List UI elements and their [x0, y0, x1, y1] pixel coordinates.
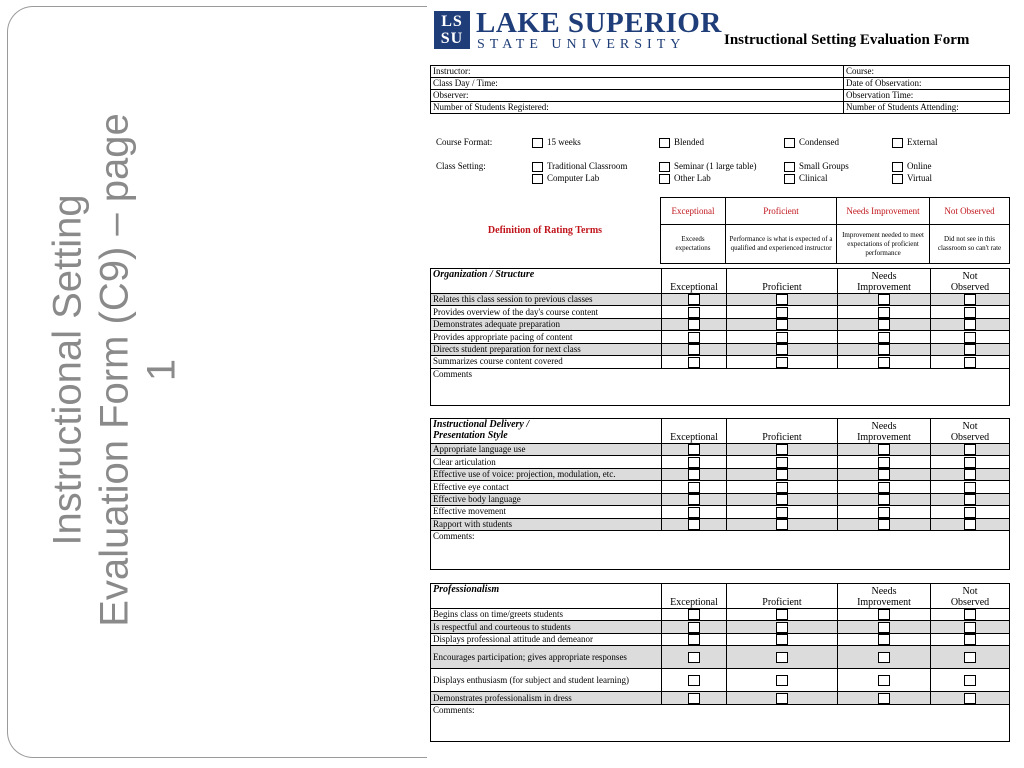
logo-text-top: LS	[441, 13, 463, 30]
column-exceptional: Exceptional	[662, 419, 727, 444]
table-row	[431, 621, 1010, 633]
setting-option-other-lab[interactable]	[659, 173, 711, 184]
rating-checkbox[interactable]	[776, 344, 788, 355]
rating-checkbox[interactable]	[776, 693, 788, 704]
column-not-observed: Not Observed	[931, 584, 1010, 609]
setting-option-seminar[interactable]	[659, 161, 757, 172]
format-option-external[interactable]	[892, 137, 938, 148]
column-proficient: Proficient	[727, 419, 838, 444]
table-row	[431, 306, 1010, 318]
rating-checkbox[interactable]	[688, 482, 700, 493]
option-label: Clinical	[799, 173, 828, 183]
rating-checkbox[interactable]	[878, 482, 890, 493]
rating-checkbox[interactable]	[688, 494, 700, 505]
rating-checkbox[interactable]	[878, 634, 890, 645]
rating-checkbox[interactable]	[964, 693, 976, 704]
rating-checkbox[interactable]	[964, 634, 976, 645]
rating-checkbox[interactable]	[776, 307, 788, 318]
evaluation-form	[424, 7, 1010, 761]
option-label: Blended	[674, 137, 704, 147]
rating-checkbox[interactable]	[688, 319, 700, 330]
criterion-label: Provides appropriate pacing of content	[431, 331, 662, 343]
table-row	[431, 506, 1010, 518]
checkbox[interactable]	[659, 138, 670, 148]
instructor-field[interactable]: Instructor:	[431, 66, 844, 78]
rating-checkbox[interactable]	[964, 519, 976, 530]
checkbox[interactable]	[532, 174, 543, 184]
term-proficient: Proficient	[726, 198, 837, 225]
observer-field[interactable]: Observer:	[431, 90, 844, 102]
table-row	[431, 343, 1010, 355]
criterion-label: Encourages participation; gives appropriate responses	[431, 646, 662, 669]
definition-exceptional: Exceeds expectations	[661, 225, 726, 264]
table-row	[431, 481, 1010, 493]
table-row	[431, 331, 1010, 343]
checkbox[interactable]	[892, 174, 903, 184]
table-row	[431, 518, 1010, 530]
definition-proficient: Performance is what is expected of a qualified and experienced instructor	[726, 225, 837, 264]
rating-checkbox[interactable]	[964, 457, 976, 468]
comments-field[interactable]: Comments:	[431, 704, 1010, 741]
rating-checkbox[interactable]	[964, 332, 976, 343]
column-not-observed: Not Observed	[931, 269, 1010, 294]
term-exceptional: Exceptional	[661, 198, 726, 225]
criterion-label: Appropriate language use	[431, 444, 662, 456]
rating-checkbox[interactable]	[688, 294, 700, 305]
rating-checkbox[interactable]	[688, 634, 700, 645]
rating-checkbox[interactable]	[878, 675, 890, 686]
definition-not-observed: Did not see in this classroom so can't rate	[930, 225, 1010, 264]
rating-checkbox[interactable]	[776, 469, 788, 480]
rating-checkbox[interactable]	[688, 307, 700, 318]
observation-time-field[interactable]: Observation Time:	[844, 90, 1010, 102]
rating-checkbox[interactable]	[964, 469, 976, 480]
checkbox[interactable]	[892, 162, 903, 172]
rating-checkbox[interactable]	[776, 357, 788, 368]
table-row	[431, 493, 1010, 505]
rating-checkbox[interactable]	[878, 609, 890, 620]
criterion-label: Is respectful and courteous to students	[431, 621, 662, 633]
option-label: 15 weeks	[547, 137, 581, 147]
definition-needs-improvement: Improvement needed to meet expectations of proficient performance	[837, 225, 930, 264]
table-row	[431, 646, 1010, 669]
setting-option-traditional[interactable]	[532, 161, 627, 172]
rating-checkbox[interactable]	[688, 507, 700, 518]
rating-checkbox[interactable]	[776, 622, 788, 633]
checkbox[interactable]	[532, 138, 543, 148]
rating-checkbox[interactable]	[964, 444, 976, 455]
option-label: Seminar (1 large table)	[674, 161, 757, 171]
rating-checkbox[interactable]	[878, 469, 890, 480]
setting-option-online[interactable]	[892, 161, 932, 172]
section-title: Professionalism	[431, 584, 662, 609]
rating-checkbox[interactable]	[776, 482, 788, 493]
rating-checkbox[interactable]	[878, 693, 890, 704]
course-format-label: Course Format:	[436, 137, 493, 147]
criterion-label: Effective body language	[431, 493, 662, 505]
university-name: LAKE SUPERIOR	[476, 7, 722, 39]
criterion-label: Effective movement	[431, 506, 662, 518]
criterion-label: Summarizes course content covered	[431, 356, 662, 368]
comments-field[interactable]: Comments:	[431, 531, 1010, 570]
column-exceptional: Exceptional	[662, 269, 727, 294]
table-row	[431, 468, 1010, 480]
rating-checkbox[interactable]	[964, 652, 976, 663]
rating-checkbox[interactable]	[878, 319, 890, 330]
setting-option-clinical[interactable]	[784, 173, 828, 184]
rating-checkbox[interactable]	[688, 622, 700, 633]
rating-checkbox[interactable]	[878, 307, 890, 318]
rating-checkbox[interactable]	[776, 444, 788, 455]
section-title: Organization / Structure	[431, 269, 662, 294]
rating-checkbox[interactable]	[878, 494, 890, 505]
option-label: Computer Lab	[547, 173, 600, 183]
rating-checkbox[interactable]	[776, 609, 788, 620]
rating-checkbox[interactable]	[776, 319, 788, 330]
term-needs-improvement: Needs Improvement	[837, 198, 930, 225]
checkbox[interactable]	[892, 138, 903, 148]
rating-checkbox[interactable]	[776, 332, 788, 343]
class-day-time-field[interactable]: Class Day / Time:	[431, 78, 844, 90]
rating-checkbox[interactable]	[776, 634, 788, 645]
form-header	[424, 7, 1010, 63]
rating-checkbox[interactable]	[964, 507, 976, 518]
setting-option-virtual[interactable]	[892, 173, 932, 184]
rating-checkbox[interactable]	[878, 332, 890, 343]
option-label: Online	[907, 161, 932, 171]
rating-checkbox[interactable]	[688, 444, 700, 455]
rating-checkbox[interactable]	[878, 344, 890, 355]
date-of-observation-field[interactable]: Date of Observation:	[844, 78, 1010, 90]
rating-checkbox[interactable]	[688, 693, 700, 704]
column-exceptional: Exceptional	[662, 584, 727, 609]
criterion-label: Displays enthusiasm (for subject and student learning)	[431, 669, 662, 692]
rating-checkbox[interactable]	[878, 457, 890, 468]
rating-checkbox[interactable]	[878, 519, 890, 530]
criterion-label: Begins class on time/greets students	[431, 609, 662, 621]
rating-terms-table	[430, 197, 1010, 264]
rating-checkbox[interactable]	[878, 357, 890, 368]
rating-checkbox[interactable]	[688, 519, 700, 530]
course-field[interactable]: Course:	[844, 66, 1010, 78]
rating-checkbox[interactable]	[964, 357, 976, 368]
section-delivery	[430, 418, 1010, 570]
rating-checkbox[interactable]	[776, 294, 788, 305]
rating-checkbox[interactable]	[964, 609, 976, 620]
students-registered-field[interactable]: Number of Students Registered:	[431, 102, 844, 114]
form-title: Instructional Setting Evaluation Form	[724, 32, 970, 48]
university-logo-icon	[434, 11, 470, 49]
rating-checkbox[interactable]	[688, 344, 700, 355]
course-format-row	[436, 137, 492, 147]
table-row	[431, 356, 1010, 368]
rating-checkbox[interactable]	[878, 444, 890, 455]
option-label: Other Lab	[674, 173, 711, 183]
rating-checkbox[interactable]	[688, 675, 700, 686]
rating-checkbox[interactable]	[776, 675, 788, 686]
criterion-label: Demonstrates professionalism in dress	[431, 692, 662, 704]
table-row	[431, 294, 1010, 306]
rating-checkbox[interactable]	[964, 622, 976, 633]
rating-checkbox[interactable]	[688, 357, 700, 368]
rating-checkbox[interactable]	[878, 652, 890, 663]
rating-checkbox[interactable]	[964, 494, 976, 505]
slide-title: Instructional Setting Evaluation Form (C9) – page 1	[45, 113, 184, 627]
checkbox[interactable]	[659, 162, 670, 172]
criterion-label: Rapport with students	[431, 518, 662, 530]
rating-checkbox[interactable]	[776, 519, 788, 530]
criterion-label: Directs student preparation for next class	[431, 343, 662, 355]
criterion-label: Demonstrates adequate preparation	[431, 318, 662, 330]
column-needs-improvement: Needs Improvement	[838, 419, 931, 444]
rating-checkbox[interactable]	[776, 457, 788, 468]
rating-checkbox[interactable]	[878, 507, 890, 518]
table-row	[431, 444, 1010, 456]
criterion-label: Relates this class session to previous classes	[431, 294, 662, 306]
format-option-blended[interactable]	[659, 137, 704, 148]
rating-terms-heading: Definition of Rating Terms	[487, 225, 603, 236]
table-row	[431, 609, 1010, 621]
rating-checkbox[interactable]	[776, 652, 788, 663]
criterion-label: Effective use of voice: projection, modulation, etc.	[431, 468, 662, 480]
checkbox[interactable]	[784, 138, 795, 148]
column-needs-improvement: Needs Improvement	[838, 269, 931, 294]
rating-checkbox[interactable]	[688, 469, 700, 480]
students-attending-field[interactable]: Number of Students Attending:	[844, 102, 1010, 114]
criterion-label: Displays professional attitude and demeanor	[431, 633, 662, 645]
comments-field[interactable]: Comments	[431, 368, 1010, 405]
table-row	[431, 633, 1010, 645]
rating-checkbox[interactable]	[964, 307, 976, 318]
column-proficient: Proficient	[727, 269, 838, 294]
class-setting-label: Class Setting:	[436, 161, 486, 171]
option-label: External	[907, 137, 938, 147]
rating-checkbox[interactable]	[964, 482, 976, 493]
section-organization	[430, 268, 1010, 406]
checkbox[interactable]	[659, 174, 670, 184]
term-not-observed: Not Observed	[930, 198, 1010, 225]
rating-checkbox[interactable]	[964, 344, 976, 355]
rating-checkbox[interactable]	[878, 622, 890, 633]
rating-checkbox[interactable]	[688, 332, 700, 343]
rating-checkbox[interactable]	[964, 319, 976, 330]
setting-option-computer-lab[interactable]	[532, 173, 599, 184]
column-proficient: Proficient	[727, 584, 838, 609]
rating-checkbox[interactable]	[964, 294, 976, 305]
rating-checkbox[interactable]	[776, 507, 788, 518]
table-row	[431, 456, 1010, 468]
section-professionalism	[430, 583, 1010, 742]
criterion-label: Provides overview of the day's course content	[431, 306, 662, 318]
rating-checkbox[interactable]	[688, 457, 700, 468]
checkbox[interactable]	[784, 174, 795, 184]
checkbox[interactable]	[784, 162, 795, 172]
table-row	[431, 692, 1010, 704]
setting-option-small-groups[interactable]	[784, 161, 849, 172]
option-label: Virtual	[907, 173, 932, 183]
checkbox[interactable]	[532, 162, 543, 172]
table-row	[431, 318, 1010, 330]
info-table	[430, 65, 1010, 114]
rating-checkbox[interactable]	[688, 652, 700, 663]
criterion-label: Clear articulation	[431, 456, 662, 468]
logo-text-bottom: SU	[440, 30, 464, 47]
column-not-observed: Not Observed	[931, 419, 1010, 444]
option-label: Small Groups	[799, 161, 849, 171]
rating-checkbox[interactable]	[878, 294, 890, 305]
rating-checkbox[interactable]	[688, 609, 700, 620]
rating-checkbox[interactable]	[776, 494, 788, 505]
table-row	[431, 669, 1010, 692]
criterion-label: Effective eye contact	[431, 481, 662, 493]
option-label: Traditional Classroom	[547, 161, 628, 171]
rating-checkbox[interactable]	[964, 675, 976, 686]
option-label: Condensed	[799, 137, 839, 147]
university-subtitle: STATE UNIVERSITY	[477, 37, 686, 52]
format-option-15-weeks[interactable]	[532, 137, 581, 148]
section-title: Instructional Delivery / Presentation Style	[431, 419, 662, 444]
format-option-condensed[interactable]	[784, 137, 839, 148]
column-needs-improvement: Needs Improvement	[838, 584, 931, 609]
